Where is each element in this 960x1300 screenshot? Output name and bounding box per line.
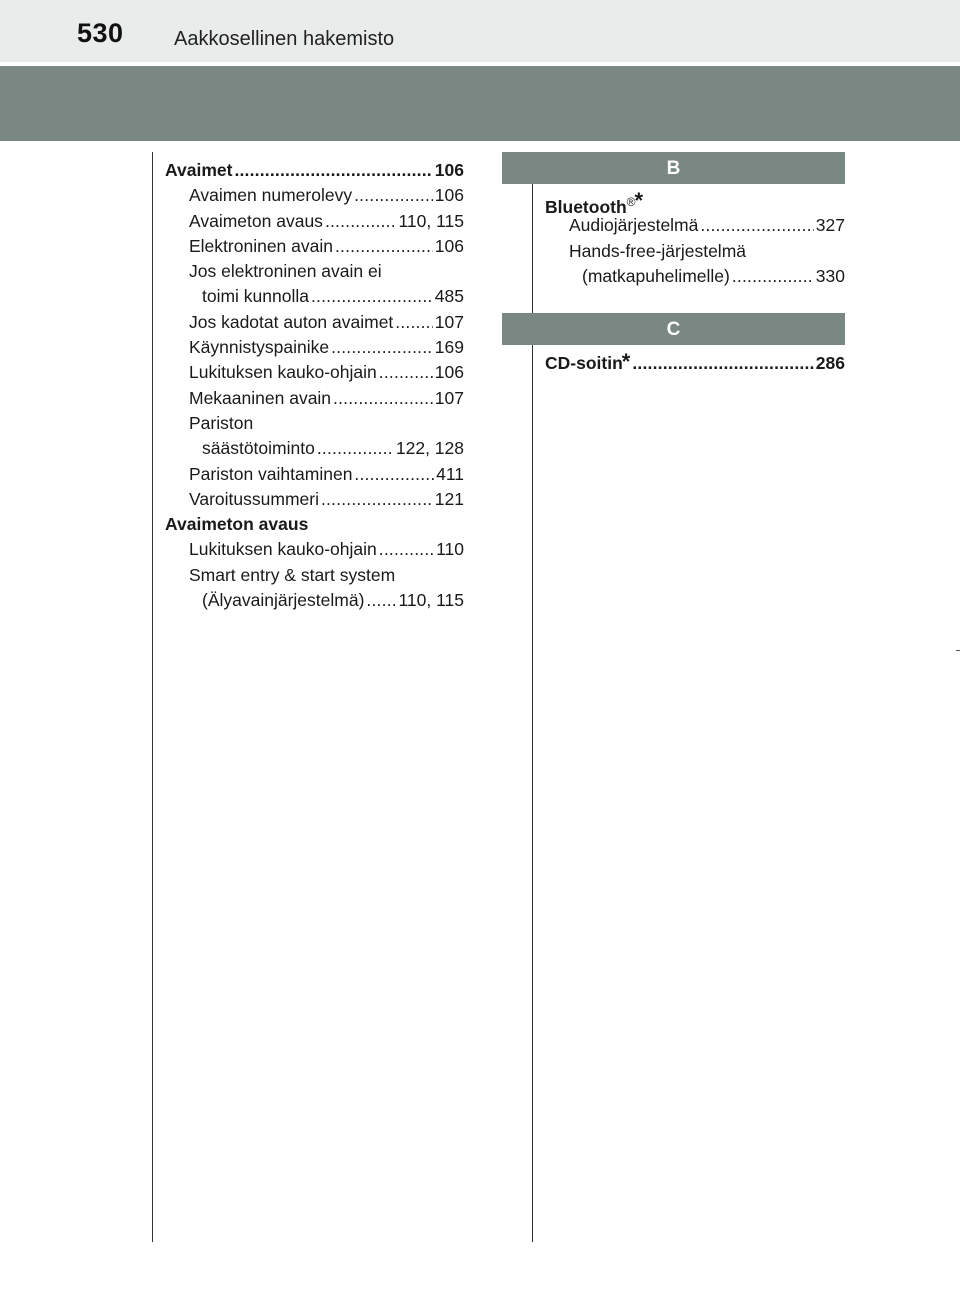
index-subentry: Pariston vaihtaminen ..... 411 bbox=[165, 462, 464, 487]
index-subentry: Käynnistyspainike ..... 169 bbox=[165, 335, 464, 360]
index-subentry-continuation: säästötoiminto ..... 122, 128 bbox=[165, 436, 464, 461]
index-subentry-continuation: toimi kunnolla ..... 485 bbox=[165, 284, 464, 309]
column-divider-left bbox=[152, 152, 153, 1242]
index-subentry: Avaimen numerolevy ..... 106 bbox=[165, 183, 464, 208]
index-subentry: Pariston bbox=[189, 412, 254, 433]
section-letter-b: B bbox=[502, 152, 845, 184]
index-subentry-continuation: (Älyavainjärjestelmä) ..... 110, 115 bbox=[165, 588, 464, 613]
index-column-left bbox=[165, 158, 464, 613]
index-column-right bbox=[545, 152, 845, 374]
page-number: 530 bbox=[77, 18, 124, 48]
index-subentry: Avaimeton avaus ..... 110, 115 bbox=[165, 209, 464, 234]
footnote-asterisk: * bbox=[621, 349, 631, 375]
index-subentry: Lukituksen kauko-ohjain ..... 106 bbox=[165, 360, 464, 385]
registered-mark: ® bbox=[626, 195, 636, 209]
footnote-asterisk: * bbox=[634, 188, 644, 213]
edge-tick bbox=[956, 650, 960, 651]
index-subentry-continuation: (matkapuhelimelle) ..... 330 bbox=[545, 264, 845, 289]
index-subentry: Varoitussummeri ..... 121 bbox=[165, 487, 464, 512]
index-entry-bluetooth: Bluetooth®* bbox=[545, 188, 644, 217]
index-entry-cd-soitin: CD-soitin * ..... 286 bbox=[545, 349, 845, 374]
index-subentry: Mekaaninen avain ..... 107 bbox=[165, 386, 464, 411]
index-subentry: Jos elektroninen avain ei bbox=[189, 261, 382, 282]
index-subentry: Smart entry & start system bbox=[189, 564, 396, 585]
index-subentry: Jos kadotat auton avaimet ..... 107 bbox=[165, 310, 464, 335]
index-subentry: Audiojärjestelmä ..... 327 bbox=[545, 213, 845, 238]
page-title: Aakkosellinen hakemisto bbox=[174, 28, 395, 50]
index-subentry: Elektroninen avain ..... 106 bbox=[165, 234, 464, 259]
page-header bbox=[0, 0, 960, 62]
index-entry-avaimet: Avaimet ..... 106 bbox=[165, 158, 464, 183]
header-band bbox=[0, 66, 960, 141]
index-entry-avaimeton-avaus: Avaimeton avaus bbox=[165, 514, 309, 535]
section-letter-c: C bbox=[502, 313, 845, 345]
index-subentry: Hands-free-järjestelmä bbox=[569, 240, 747, 261]
index-subentry: Lukituksen kauko-ohjain ..... 110 bbox=[165, 537, 464, 562]
